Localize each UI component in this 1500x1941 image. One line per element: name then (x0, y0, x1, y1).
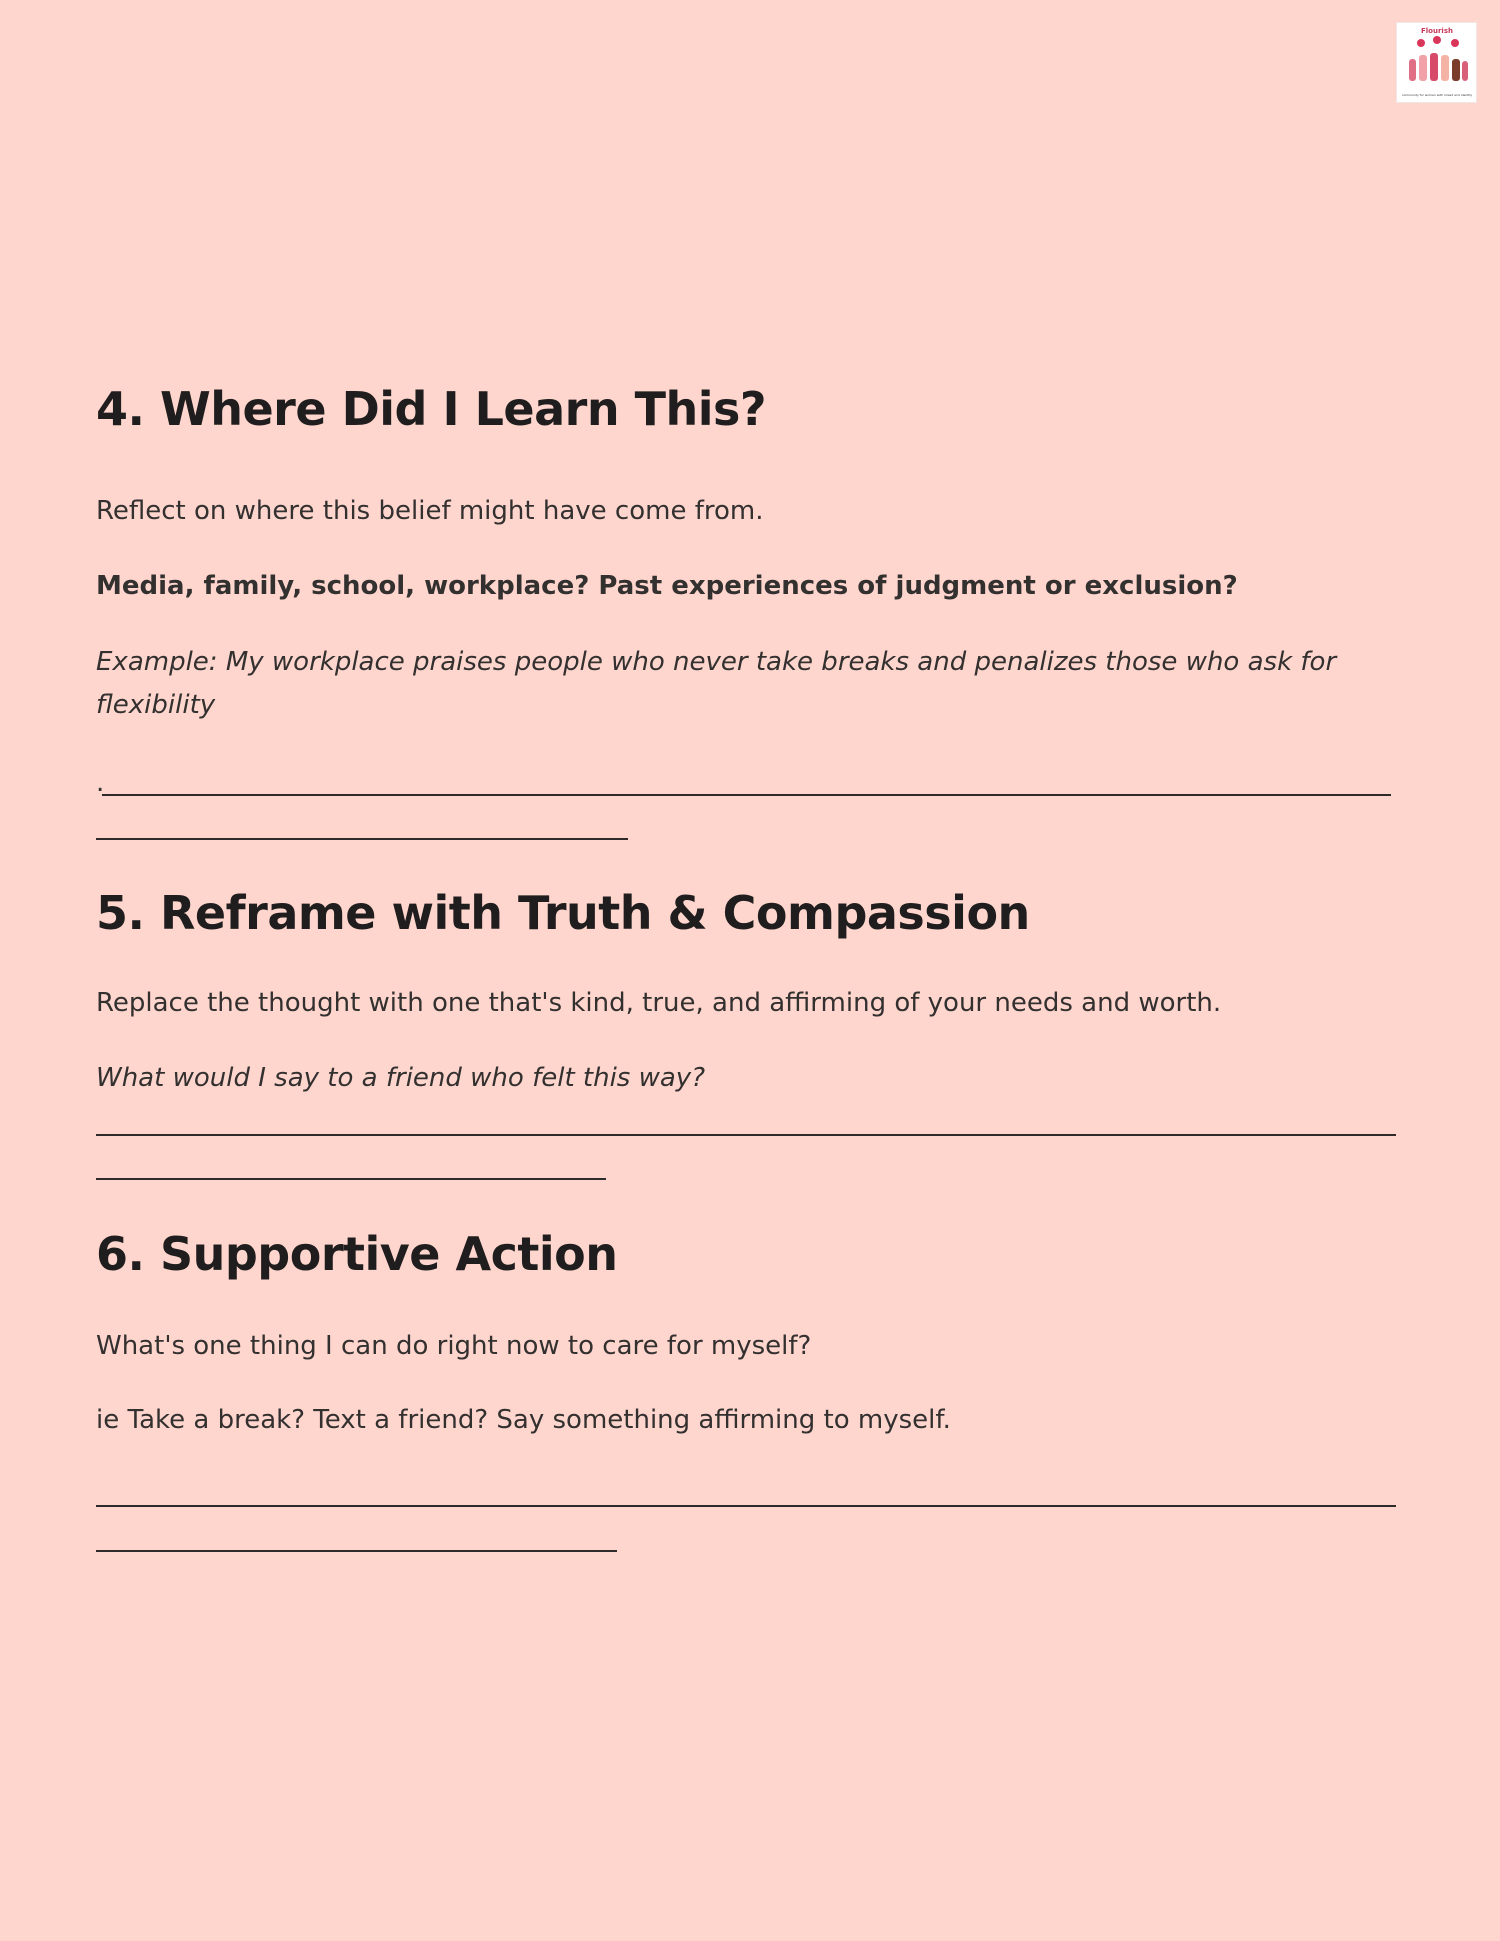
section-4-line-prefix: . (96, 768, 105, 798)
section-6-examples: ie Take a break? Text a friend? Say something affirming to myself. (96, 1405, 951, 1435)
section-5-prompt: Replace the thought with one that's kind, true, and affirming of your needs and worth. (96, 988, 1222, 1018)
section-6-heading: 6. Supportive Action (96, 1227, 618, 1281)
section-6-answer-line-2[interactable] (96, 1550, 617, 1552)
section-6-answer-line-1[interactable] (96, 1505, 1396, 1507)
section-4-heading: 4. Where Did I Learn This? (96, 382, 767, 436)
logo-title: Flourish (1421, 27, 1453, 35)
section-5-answer-line-2[interactable] (96, 1178, 606, 1180)
section-4-answer-line-1[interactable] (102, 794, 1391, 796)
section-4-example: Example: My workplace praises people who never take breaks and penalizes those who ask for flexibility (96, 647, 1337, 720)
section-4-answer-line-2[interactable] (96, 838, 628, 840)
section-5-answer-line-1[interactable] (96, 1134, 1396, 1136)
section-5-heading: 5. Reframe with Truth & Compassion (96, 886, 1030, 940)
section-4-prompt: Reflect on where this belief might have come from. (96, 496, 764, 526)
logo-tagline: community for women with mixed and identity (1401, 93, 1473, 97)
section-4-question: Media, family, school, workplace? Past experiences of judgment or exclusion? (96, 571, 1238, 601)
section-6-prompt: What's one thing I can do right now to care for myself? (96, 1331, 812, 1361)
flourish-logo (1396, 22, 1477, 103)
section-5-question: What would I say to a friend who felt this way? (96, 1063, 705, 1093)
